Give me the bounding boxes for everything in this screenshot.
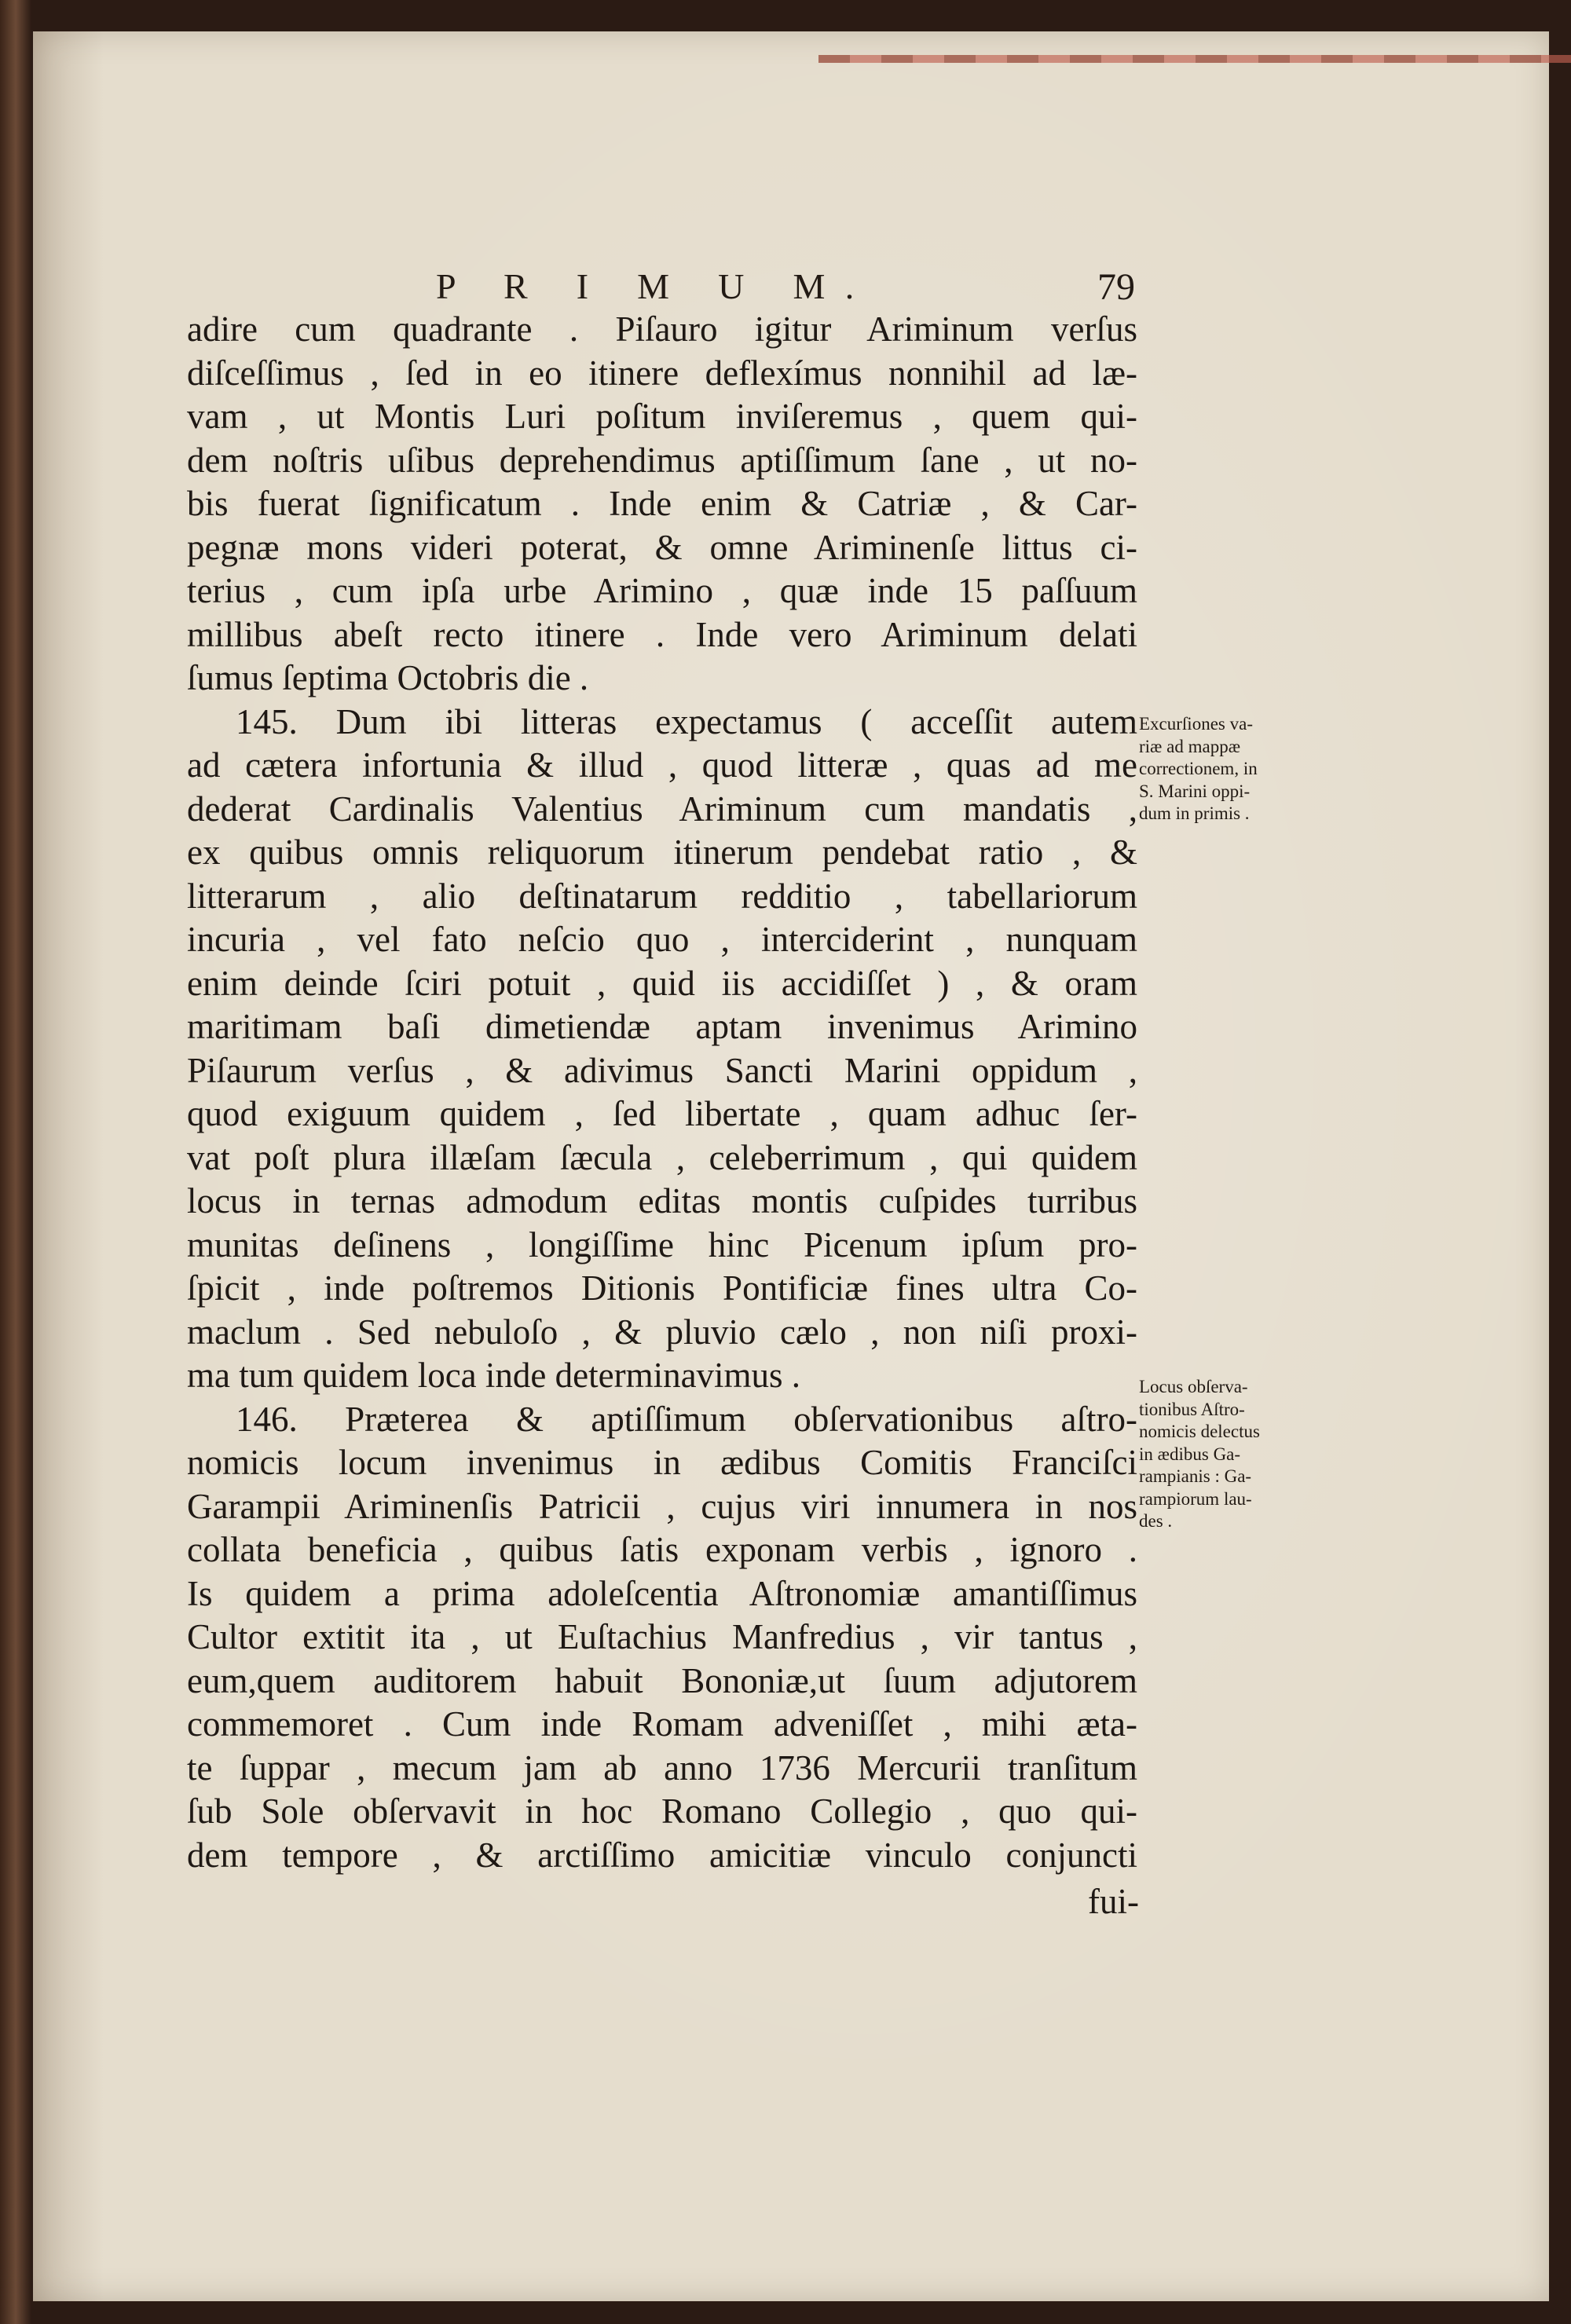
text-line: adire cum quadrante . Piſauro igitur Ariminum verſus <box>187 309 1137 349</box>
text-line: 146. Præterea & aptiſſimum obſervationibus aſtro- <box>236 1399 1137 1439</box>
margin-note-line: in ædibus Ga- <box>1139 1444 1241 1464</box>
text-line: terius , cum ipſa urbe Arimino , quæ inde 15 paſſuum <box>187 571 1137 610</box>
margin-note-line: nomicis delectus <box>1139 1422 1260 1441</box>
text-line: eum,quem auditorem habuit Bononiæ,ut ſuum adjutorem <box>187 1660 1137 1700</box>
text-line: collata beneficia , quibus ſatis exponam verbis , ignoro . <box>187 1530 1137 1569</box>
text-line: ſub Sole obſervavit in hoc Romano Collegio , quo qui- <box>187 1791 1137 1831</box>
text-line: nomicis locum invenimus in ædibus Comitis Franciſci <box>187 1443 1137 1482</box>
text-line: commemoret . Cum inde Romam adveniſſet , mihi æta- <box>187 1704 1137 1744</box>
text-line: litterarum , alio deſtinatarum redditio , tabellariorum <box>187 876 1137 916</box>
text-line: Garampii Ariminenſis Patricii , cujus viri innumera in nos <box>187 1486 1137 1526</box>
margin-note-line: Locus obſerva- <box>1139 1377 1248 1396</box>
text-line: Cultor extitit ita , ut Euſtachius Manfredius , vir tantus , <box>187 1617 1137 1656</box>
text-line: Piſaurum verſus , & adivimus Sancti Marini oppidum , <box>187 1050 1137 1090</box>
text-line: ma tum quidem loca inde determinavimus . <box>187 1356 801 1395</box>
text-line: pegnæ mons videri poterat, & omne Ariminenſe littus ci- <box>187 527 1137 567</box>
text-line: dem tempore , & arctiſſimo amicitiæ vinculo conjuncti <box>187 1835 1137 1875</box>
margin-note-line: rampiorum lau- <box>1139 1488 1252 1509</box>
text-line: ad cætera infortunia & illud , quod litteræ , quas ad me <box>187 745 1137 785</box>
margin-note-excursiones <box>1139 713 1327 825</box>
text-line: millibus abeſt recto itinere . Inde vero Ariminum delati <box>187 614 1137 654</box>
running-title: P R I M U M. <box>436 266 874 306</box>
margin-note-line: S. Marini oppi- <box>1139 781 1251 801</box>
text-line: bis fuerat ſignificatum . Inde enim & Catriæ , & Car- <box>187 484 1137 523</box>
text-line: Is quidem a prima adoleſcentia Aſtronomiæ amantiſſimus <box>187 1573 1137 1613</box>
text-line: diſceſſimus , ſed in eo itinere deflexímus nonnihil ad læ- <box>187 353 1137 393</box>
margin-note-locus <box>1139 1376 1327 1533</box>
margin-note-line: des . <box>1139 1511 1173 1531</box>
text-line: ex quibus omnis reliquorum itinerum pendebat ratio , & <box>187 833 1137 872</box>
margin-note-line: rampianis : Ga- <box>1139 1466 1252 1486</box>
text-line: 145. Dum ibi litteras expectamus ( acceſſit autem <box>236 701 1137 741</box>
text-line: incuria , vel fato neſcio quo , interciderint , nunquam <box>187 920 1137 959</box>
text-line: vat poſt plura illæſam ſæcula , celeberrimum , qui quidem <box>187 1137 1137 1177</box>
text-line: ſpicit , inde poſtremos Ditionis Pontificiæ fines ultra Co- <box>187 1268 1137 1308</box>
text-line: ſumus ſeptima Octobris die . <box>187 658 589 697</box>
text-line: locus in ternas admodum editas montis cuſpides turribus <box>187 1181 1137 1221</box>
catchword: fui- <box>1088 1882 1139 1921</box>
text-line: dederat Cardinalis Valentius Ariminum cum mandatis , <box>187 789 1137 829</box>
margin-note-line: dum in primis . <box>1139 803 1250 823</box>
body-text <box>187 308 1137 1877</box>
text-line: dem noſtris uſibus deprehendimus aptiſſimum ſane , ut no- <box>187 440 1137 480</box>
margin-note-line: correctionem, in <box>1139 759 1258 778</box>
text-line: maritimam baſi dimetiendæ aptam invenimus Arimino <box>187 1007 1137 1046</box>
page-number: 79 <box>1097 266 1135 308</box>
page-edge-stain <box>818 55 1571 63</box>
text-line: quod exiguum quidem , ſed libertate , quam adhuc ſer- <box>187 1094 1137 1133</box>
running-head <box>436 265 1135 309</box>
margin-note-line: riæ ad mappæ <box>1139 736 1241 756</box>
text-line: te ſuppar , mecum jam ab anno 1736 Mercurii tranſitum <box>187 1748 1137 1788</box>
text-line: vam , ut Montis Luri poſitum inviſeremus , quem qui- <box>187 397 1137 436</box>
margin-note-line: Excurſiones va- <box>1139 714 1253 734</box>
text-line: maclum . Sed nebuloſo , & pluvio cælo , non niſi proxi- <box>187 1312 1137 1352</box>
text-line: enim deinde ſciri potuit , quid iis accidiſſet ) , & oram <box>187 963 1137 1003</box>
margin-note-line: tionibus Aſtro- <box>1139 1399 1245 1419</box>
text-line: munitas deſinens , longiſſime hinc Picenum ipſum pro- <box>187 1224 1137 1264</box>
